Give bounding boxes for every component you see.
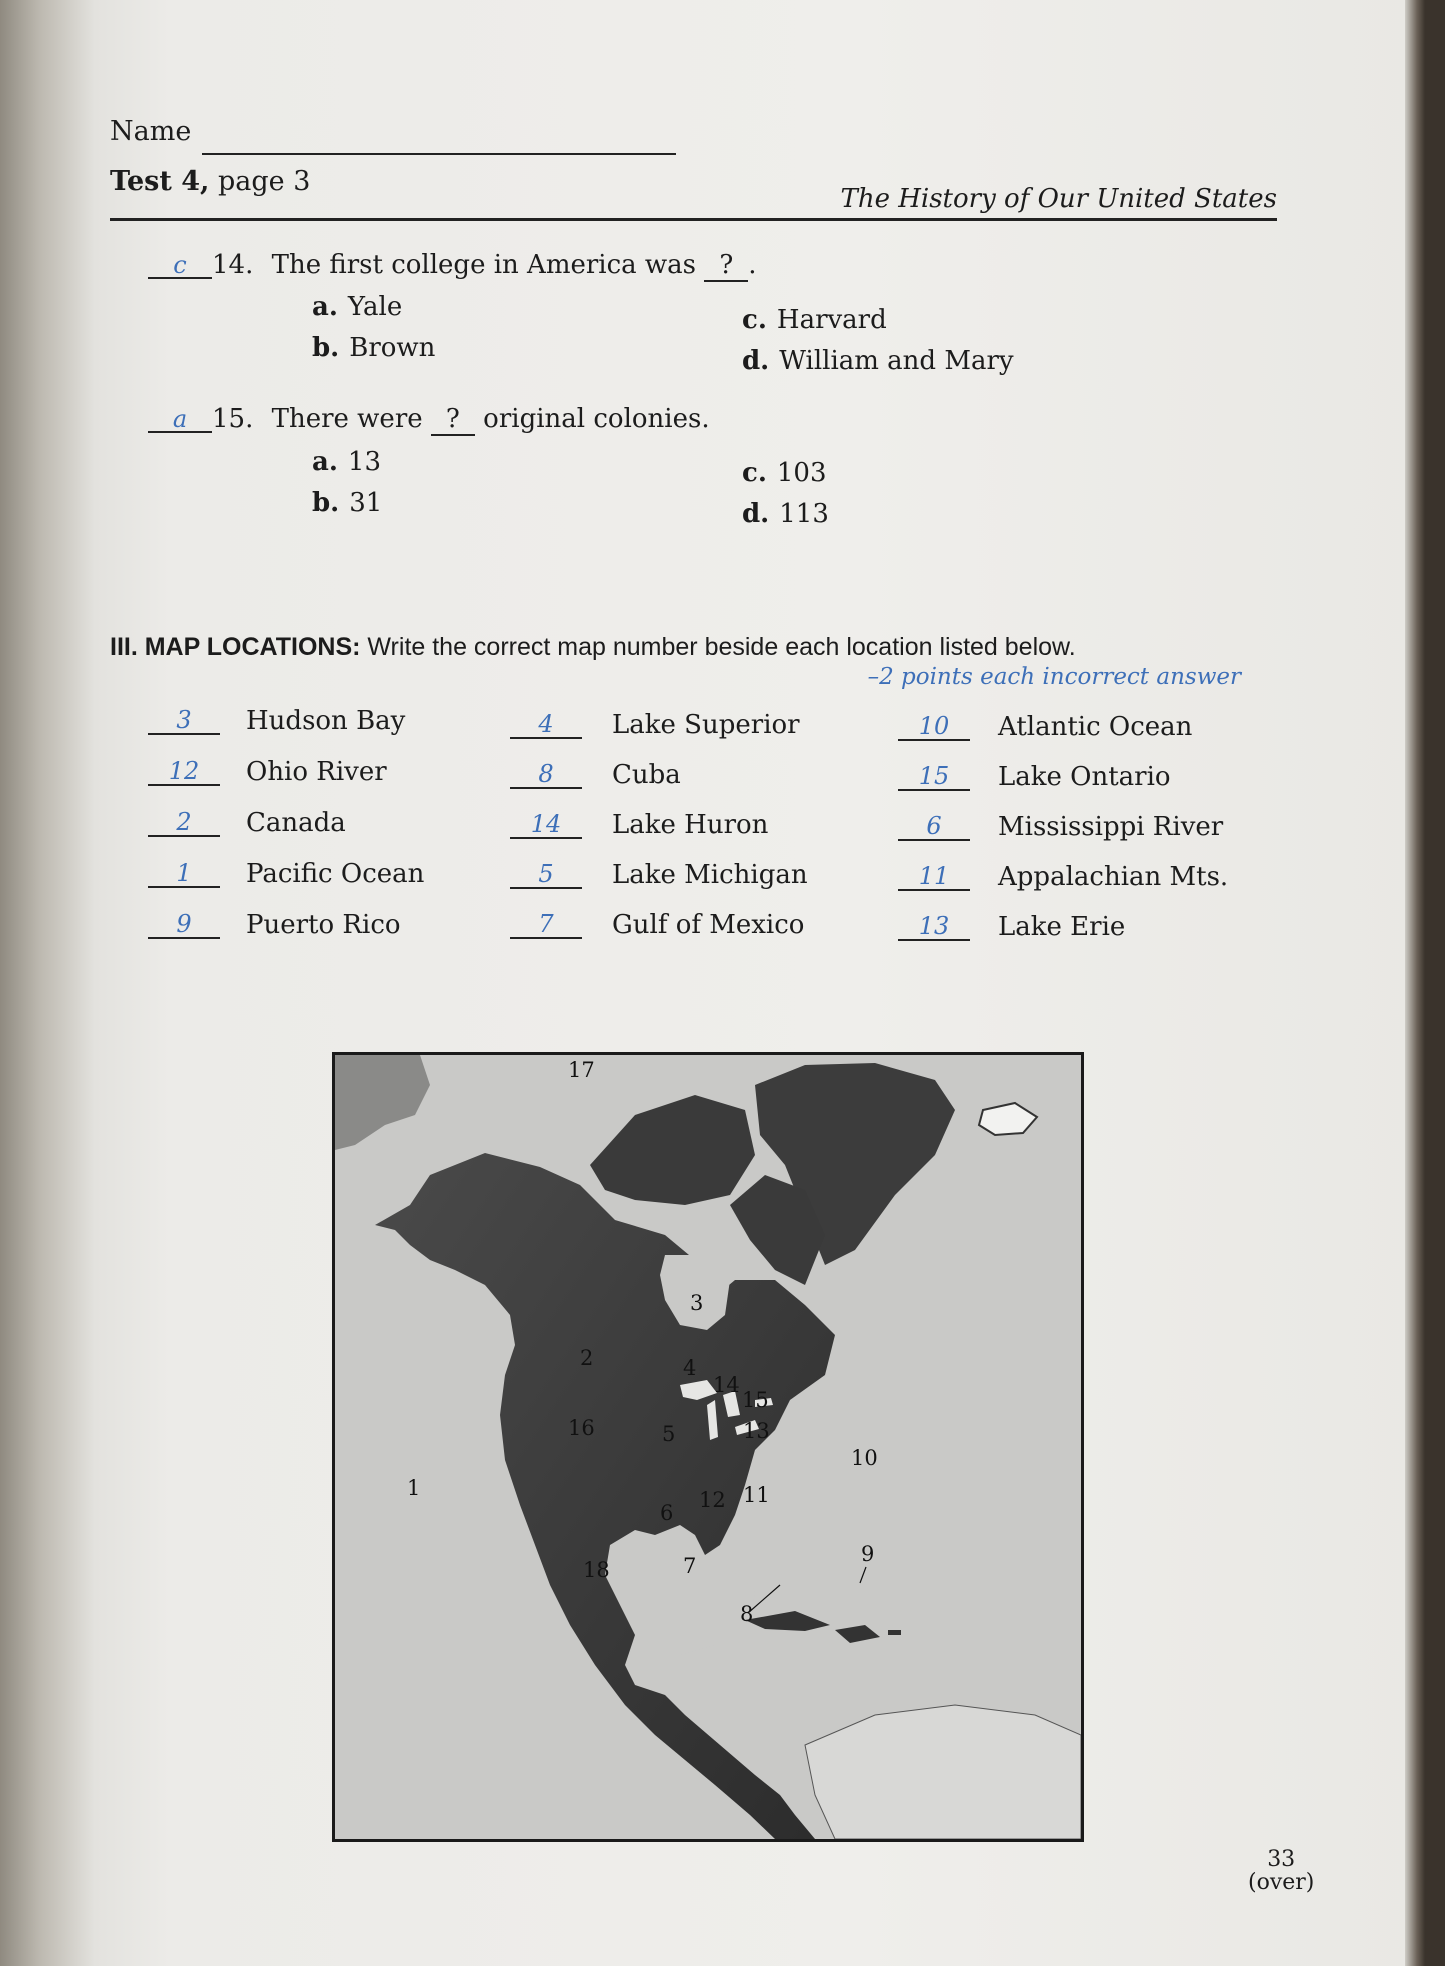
question-text: There were xyxy=(271,404,423,434)
map-label-12: 12 xyxy=(699,1488,726,1512)
north-america-map xyxy=(332,1052,1084,1842)
option-text: 31 xyxy=(349,488,383,518)
map-label-6: 6 xyxy=(660,1501,674,1525)
arctic-islands xyxy=(590,1095,755,1205)
siberia-landmass xyxy=(335,1055,430,1150)
test-label: Test 4, xyxy=(110,166,210,197)
name-label: Name xyxy=(110,116,192,147)
question-15 xyxy=(148,404,710,436)
question-14 xyxy=(148,250,757,282)
option-text: William and Mary xyxy=(779,346,1014,376)
location-label: Hudson Bay xyxy=(246,706,406,736)
location-label: Puerto Rico xyxy=(246,910,401,940)
map-label-7: 7 xyxy=(683,1554,697,1578)
map-label-18: 18 xyxy=(583,1558,610,1582)
location-label: Lake Michigan xyxy=(612,860,808,890)
map-label-5: 5 xyxy=(662,1422,676,1446)
answer-blank[interactable]: 3 xyxy=(148,707,220,735)
question-text-end: . xyxy=(748,250,757,280)
option-text: 113 xyxy=(779,499,829,529)
question-number: 15. xyxy=(212,404,254,434)
page-edge xyxy=(1405,0,1425,1966)
map-label-1: 1 xyxy=(407,1476,421,1500)
option-b xyxy=(312,333,435,363)
map-label-9: 9 xyxy=(861,1542,875,1566)
section-heading-label: III. MAP LOCATIONS: xyxy=(110,633,361,661)
map-label-17: 17 xyxy=(568,1058,595,1082)
option-letter: a. xyxy=(312,292,338,322)
answer-blank[interactable]: 14 xyxy=(510,811,582,839)
option-letter: b. xyxy=(312,333,340,363)
map-label-15: 15 xyxy=(742,1388,769,1412)
map-label-13: 13 xyxy=(743,1419,770,1443)
answer-blank[interactable]: 12 xyxy=(148,758,220,786)
answer-blank[interactable]: 10 xyxy=(898,713,970,741)
question-blank: ? xyxy=(431,404,475,436)
option-b xyxy=(312,488,382,518)
header-rule xyxy=(110,218,1277,221)
penalty-note: –2 points each incorrect answer xyxy=(867,664,1241,690)
answer-blank[interactable]: 5 xyxy=(510,861,582,889)
question-text: The first college in America was xyxy=(271,250,697,280)
map-label-14: 14 xyxy=(713,1373,740,1397)
location-label: Lake Erie xyxy=(998,912,1126,942)
answer-blank[interactable]: 4 xyxy=(510,711,582,739)
answer-blank[interactable]: 7 xyxy=(510,911,582,939)
option-text: 13 xyxy=(347,447,381,477)
option-d xyxy=(742,499,829,529)
map-label-4: 4 xyxy=(683,1356,697,1380)
map-label-2: 2 xyxy=(580,1346,594,1370)
answer-blank-q15[interactable]: a xyxy=(148,407,212,433)
answer-blank[interactable]: 15 xyxy=(898,763,970,791)
answer-blank[interactable]: 2 xyxy=(148,809,220,837)
option-letter: b. xyxy=(312,488,340,518)
location-label: Lake Superior xyxy=(612,710,800,740)
option-a xyxy=(312,292,402,322)
option-text: Brown xyxy=(349,333,436,363)
hispaniola-island xyxy=(835,1625,880,1643)
location-label: Appalachian Mts. xyxy=(998,862,1229,892)
option-c xyxy=(742,305,887,335)
option-letter: c. xyxy=(742,305,767,335)
option-letter: d. xyxy=(742,346,770,376)
answer-blank[interactable]: 1 xyxy=(148,860,220,888)
answer-blank-q14[interactable]: c xyxy=(148,253,212,279)
map-label-11: 11 xyxy=(743,1483,770,1507)
location-label: Lake Huron xyxy=(612,810,769,840)
option-text: Harvard xyxy=(776,305,887,335)
option-letter: c. xyxy=(742,458,767,488)
answer-blank[interactable]: 6 xyxy=(898,813,970,841)
location-label: Atlantic Ocean xyxy=(998,712,1193,742)
map-label-10: 10 xyxy=(851,1446,878,1470)
question-number: 14. xyxy=(212,250,254,280)
question-text-end: original colonies. xyxy=(483,404,710,434)
answer-blank[interactable]: 9 xyxy=(148,911,220,939)
south-america-landmass xyxy=(805,1705,1081,1839)
location-label: Canada xyxy=(246,808,346,838)
location-label: Ohio River xyxy=(246,757,387,787)
option-d xyxy=(742,346,1014,376)
page-number-block xyxy=(1248,1848,1314,1894)
name-field-line[interactable] xyxy=(202,153,676,155)
location-label: Pacific Ocean xyxy=(246,859,425,889)
book-title: The History of Our United States xyxy=(840,184,1277,214)
map-graphic xyxy=(335,1055,1081,1839)
cuba-island xyxy=(745,1611,830,1631)
option-c xyxy=(742,458,827,488)
iceland-landmass xyxy=(979,1103,1037,1135)
question-blank: ? xyxy=(704,250,748,282)
location-label: Lake Ontario xyxy=(998,762,1171,792)
puerto-rico-island xyxy=(888,1630,901,1635)
section-instructions: Write the correct map number beside each location listed below. xyxy=(360,633,1076,661)
location-label: Mississippi River xyxy=(998,812,1224,842)
page-label: page 3 xyxy=(209,166,311,197)
answer-blank[interactable]: 13 xyxy=(898,913,970,941)
answer-blank[interactable]: 11 xyxy=(898,863,970,891)
answer-blank[interactable]: 8 xyxy=(510,761,582,789)
map-label-16: 16 xyxy=(568,1416,595,1440)
leader-line-9 xyxy=(860,1567,866,1583)
option-text: 103 xyxy=(776,458,827,488)
location-label: Cuba xyxy=(612,760,681,790)
option-letter: a. xyxy=(312,447,338,477)
map-label-3: 3 xyxy=(690,1291,704,1315)
option-a xyxy=(312,447,381,477)
option-letter: d. xyxy=(742,499,770,529)
map-label-8: 8 xyxy=(740,1602,754,1626)
page-number: 33 xyxy=(1267,1847,1296,1872)
location-label: Gulf of Mexico xyxy=(612,910,805,940)
option-text: Yale xyxy=(347,292,403,322)
section-heading xyxy=(110,633,1076,662)
test-title xyxy=(110,166,310,197)
over-label: (over) xyxy=(1248,1870,1315,1895)
